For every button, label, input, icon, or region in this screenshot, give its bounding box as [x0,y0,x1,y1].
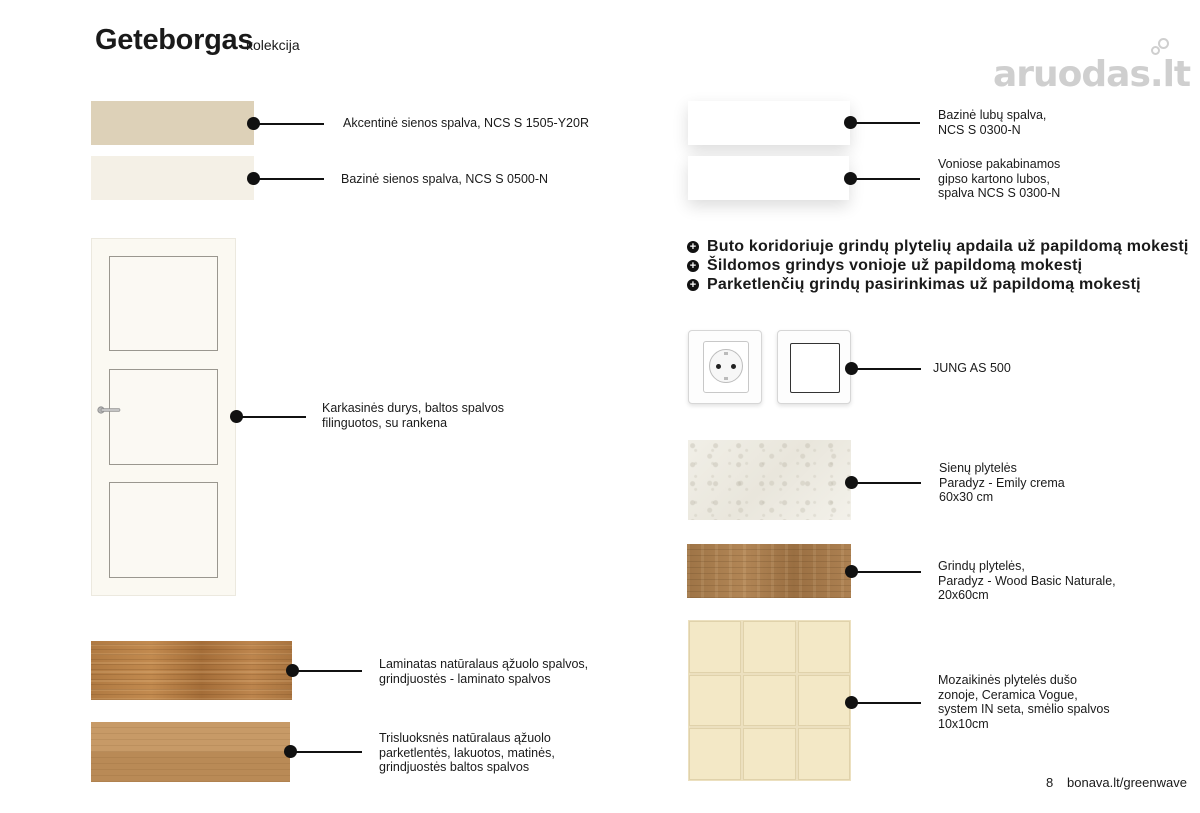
switches-label: JUNG AS 500 [933,361,1011,375]
wall-tiles-label: Sienų plytelės Paradyz - Emily crema 60x30 cm [939,461,1065,504]
callout-dot [286,664,299,677]
wall-tiles-swatch [688,440,851,520]
mosaic-tile [798,621,850,673]
mosaic-tile [798,728,850,780]
base-wall-swatch [91,156,254,200]
callout-line [851,571,921,573]
socket-earth [724,352,728,355]
mosaic-tile [689,621,741,673]
aruodas-watermark-logo [993,32,1191,95]
callout-dot [845,476,858,489]
option-text: Šildomos grindys vonioje už papildomą mokestį [707,257,1083,274]
option-text: Buto koridoriuje grindų plytelių apdaila už papildomą mokestį [707,238,1189,255]
option-text: Parketlenčių grindų pasirinkimas už papildomą mokestį [707,276,1141,293]
watermark-text: aruodas.lt [993,54,1191,95]
callout-dot [247,172,260,185]
callout-dot [284,745,297,758]
parquet-label: Trisluoksnės natūralaus ąžuolo parketlentės, lakuotos, matinės, grindjuostės baltos spalvos [379,731,555,774]
floor-tiles-label: Grindų plytelės, Paradyz - Wood Basic Naturale, 20x60cm [938,559,1116,602]
mosaic-label: Mozaikinės plytelės dušo zonoje, Ceramica Vogue, system IN seta, smėlio spalvos 10x10cm [938,673,1110,731]
mosaic-tiles-swatch [688,620,851,781]
callout-line [254,178,324,180]
collection-title: Geteborgas [95,24,254,56]
door-panel [109,256,218,351]
door-label: Karkasinės durys, baltos spalvos filinguotos, su rankena [322,401,505,430]
door-panel [109,369,218,465]
mosaic-tile [743,728,795,780]
bath-ceiling-swatch [688,156,849,200]
mosaic-tile [689,728,741,780]
page-number: 8 [1046,775,1054,790]
plus-circle-icon: + [687,260,699,272]
callout-dot [845,696,858,709]
switch-rocker [790,343,840,393]
door-panel [109,482,218,578]
callout-line [850,122,920,124]
callout-line [292,670,362,672]
callout-dot [230,410,243,423]
bath-ceiling-label: Voniose pakabinamos gipso kartono lubos, spalva NCS S 0300-N [938,157,1061,200]
collection-subtitle: kolekcija [246,37,300,53]
callout-dot [845,565,858,578]
door-image [91,238,236,596]
socket-round [709,349,743,383]
power-socket-icon [688,330,762,404]
callout-line [290,751,362,753]
callout-line [851,482,921,484]
mosaic-tile [689,675,741,727]
socket-frame [703,341,749,393]
laminate-label: Laminatas natūralaus ąžuolo spalvos, grindjuostės - laminato spalvos [379,657,589,686]
footer-url: bonava.lt/greenwave [1067,775,1187,790]
mosaic-tile [798,675,850,727]
watermark-dot [1151,46,1160,55]
ceiling-label: Bazinė lubų spalva, NCS S 0300-N [938,108,1047,137]
socket-pin [731,364,736,369]
socket-earth [724,377,728,380]
watermark-dot [1158,38,1169,49]
callout-dot [247,117,260,130]
callout-dot [844,172,857,185]
door-handle-icon [96,406,122,414]
callout-line [236,416,306,418]
base-wall-label: Bazinė sienos spalva, NCS S 0500-N [341,172,549,186]
mosaic-tile [743,621,795,673]
callout-line [849,178,920,180]
callout-line [851,368,921,370]
laminate-swatch [91,641,292,700]
plus-circle-icon: + [687,241,699,253]
ceiling-swatch [688,101,850,145]
accent-wall-label: Akcentinė sienos spalva, NCS S 1505-Y20R [343,116,589,130]
callout-dot [844,116,857,129]
parquet-swatch [91,722,290,782]
socket-pin [716,364,721,369]
callout-line [254,123,324,125]
light-switch-icon [777,330,851,404]
mosaic-tile [743,675,795,727]
callout-line [851,702,921,704]
callout-dot [845,362,858,375]
accent-wall-swatch [91,101,254,145]
plus-circle-icon: + [687,279,699,291]
floor-tiles-swatch [687,544,851,598]
